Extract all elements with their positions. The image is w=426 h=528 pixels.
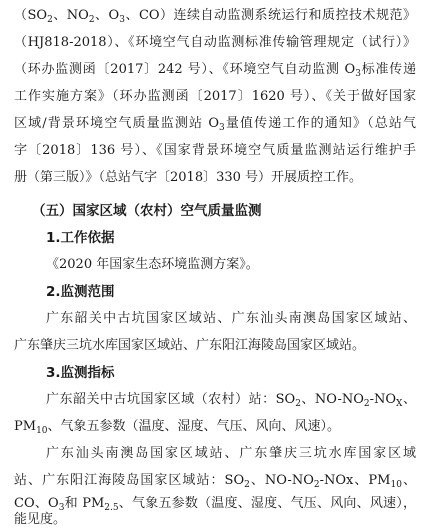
scope-line-2: 广东肇庆三坑水库国家区域站、广东阳江海陵岛国家区域站。 bbox=[14, 338, 366, 353]
text-run: 、NO-NO bbox=[300, 392, 364, 407]
text-run: 和 PM bbox=[64, 496, 105, 511]
text-run: 、 bbox=[401, 473, 416, 488]
text-run: 区域/背景环境空气质量监测站 O bbox=[14, 116, 220, 131]
subscript: 2 bbox=[88, 15, 95, 25]
intro-line-1 bbox=[14, 8, 416, 24]
subscript: 2 bbox=[313, 480, 320, 490]
text-run: 、气象五参数（温度、湿度、气压、风向、风速）， bbox=[118, 496, 416, 511]
indicators-p2-line-2 bbox=[14, 473, 416, 489]
text-run: （SO bbox=[14, 8, 48, 23]
basis-heading: 1.工作依据 bbox=[46, 230, 115, 246]
text-run: 、 bbox=[402, 392, 416, 407]
subscript: 2 bbox=[47, 15, 53, 25]
text-run: 、CO）连续自动监测系统运行和质控技术规范》 bbox=[124, 8, 416, 23]
text-run: 站、广东阳江海陵岛国家区域站：SO bbox=[14, 473, 245, 488]
text-run: 广东韶关中古坑国家区域（农村）站：SO bbox=[46, 392, 296, 407]
indicators-p1-line-2 bbox=[14, 419, 416, 435]
intro-line-3 bbox=[14, 62, 416, 78]
intro-line-6: 字〔2018〕136 号）、《国家背景环境空气质量监测站运行维护手 bbox=[14, 143, 416, 158]
subscript: 3 bbox=[219, 123, 225, 133]
indicators-p1-line-1 bbox=[46, 392, 416, 408]
indicators-p2-line-1: 广东汕头南澳岛国家区域站、广东肇庆三坑水库国家区域 bbox=[46, 446, 416, 461]
text-run: 、气象五参数（温度、湿度、气压、风向、风速）。 bbox=[47, 419, 341, 434]
subscript: 2 bbox=[363, 399, 370, 409]
text-run: 、O bbox=[94, 8, 120, 23]
text-run: -NO bbox=[369, 392, 397, 407]
text-run: 、NO-NO bbox=[249, 473, 314, 488]
indicators-p2-line-3 bbox=[14, 496, 416, 512]
subscript: 3 bbox=[119, 15, 125, 25]
scope-line-1: 广东韶关中古坑国家区域站、广东汕头南澳岛国家区域站、 bbox=[46, 311, 416, 326]
indicators-p2-line-4: 能见度。 bbox=[14, 512, 67, 527]
text-run: （环办监测函〔2017〕242 号）、《环境空气自动监测 O bbox=[14, 62, 356, 77]
subscript: 3 bbox=[355, 69, 361, 79]
basis-text: 《2020 年国家生态环境监测方案》。 bbox=[46, 257, 259, 272]
text-run: PM bbox=[14, 419, 37, 434]
text-run: 、NO bbox=[52, 8, 89, 23]
subscript: 2 bbox=[295, 399, 301, 409]
intro-line-4: 工作实施方案》（环办监测函〔2017〕1620 号）、《关于做好国家 bbox=[14, 89, 416, 104]
subscript: 10 bbox=[390, 480, 402, 490]
subscript: 10 bbox=[36, 426, 48, 436]
text-run: CO、O bbox=[14, 496, 59, 511]
subscript: 3 bbox=[58, 503, 65, 513]
subscript: 2 bbox=[244, 480, 250, 490]
intro-line-5 bbox=[14, 116, 416, 132]
subscript: 2.5 bbox=[104, 503, 119, 513]
scope-heading: 2.监测范围 bbox=[46, 284, 115, 300]
intro-line-2: （HJ818-2018）、《环境空气自动监测标准传输管理规定（试行）》 bbox=[14, 35, 416, 50]
text-run: 标准传递 bbox=[360, 62, 416, 77]
subscript: X bbox=[396, 399, 403, 409]
section-title: （五）国家区域（农村）空气质量监测 bbox=[32, 203, 262, 219]
text-run: 量值传递工作的通知》（总站气 bbox=[224, 116, 416, 131]
indicators-heading: 3.监测指标 bbox=[46, 365, 115, 381]
intro-line-7: 册（第三版）》（总站气字〔2018〕330 号）开展质控工作。 bbox=[14, 170, 363, 185]
text-run: -NOx、PM bbox=[319, 473, 391, 488]
